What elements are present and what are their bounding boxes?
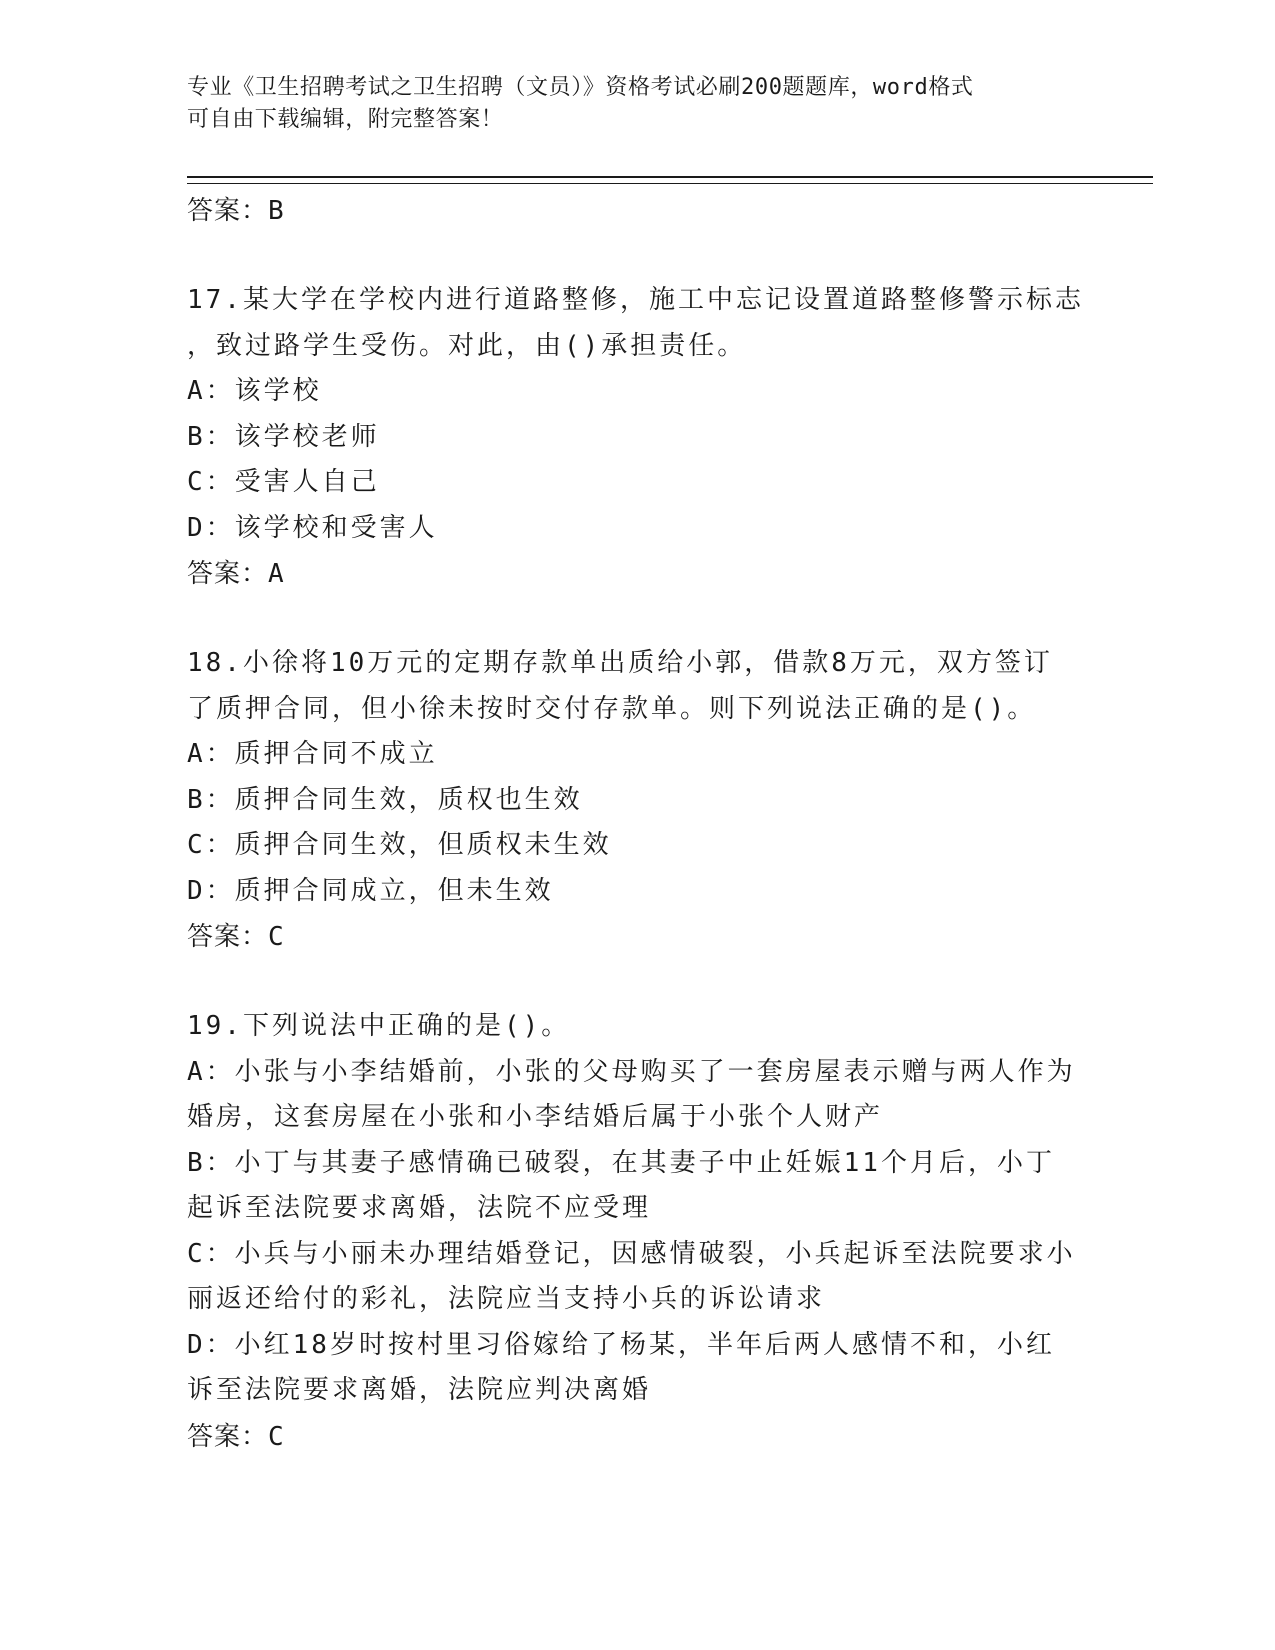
option-line: A：质押合同不成立 [187, 739, 438, 769]
option-b [187, 1141, 1087, 1232]
option-a [187, 732, 1087, 778]
question-text-line: ，致过路学生受伤。对此，由()承担责任。 [187, 330, 747, 361]
question-text-line: 17.某大学在学校内进行道路整修，施工中忘记设置道路整修警示标志 [187, 285, 1084, 315]
option-d [187, 869, 1087, 915]
option-line: 婚房，这套房屋在小张和小李结婚后属于小张个人财产 [187, 1102, 884, 1132]
option-line: C：受害人自己 [187, 467, 380, 497]
option-line: B：质押合同生效，质权也生效 [187, 784, 583, 815]
question-text [187, 1004, 1087, 1050]
question-text [187, 641, 1087, 732]
option-line: C：质押合同生效，但质权未生效 [187, 830, 612, 860]
answer-line: 答案：A [187, 559, 285, 589]
option-b [187, 415, 1087, 461]
option-c [187, 823, 1087, 869]
option-line: A：小张与小李结婚前，小张的父母购买了一套房屋表示赠与两人作为 [187, 1056, 1076, 1087]
option-d [187, 1323, 1087, 1414]
question-18 [187, 641, 1087, 960]
option-line: B：小丁与其妻子感情确已破裂，在其妻子中止妊娠11个月后，小丁 [187, 1147, 1055, 1178]
question-19 [187, 1004, 1087, 1460]
header-line-2: 可自由下载编辑，附完整答案！ [187, 107, 504, 132]
document-body [187, 188, 1087, 1504]
option-d [187, 506, 1087, 552]
answer-line: 答案：C [187, 1421, 285, 1452]
question-17 [187, 278, 1087, 597]
answer-line: 答案：C [187, 922, 285, 952]
option-line: C：小兵与小丽未办理结婚登记，因感情破裂，小兵起诉至法院要求小 [187, 1238, 1076, 1269]
question-text-line: 19.下列说法中正确的是()。 [187, 1011, 571, 1041]
question-text-line: 了质押合同，但小徐未按时交付存款单。则下列说法正确的是()。 [187, 693, 1037, 724]
option-c [187, 460, 1087, 506]
option-line: D：质押合同成立，但未生效 [187, 875, 554, 906]
option-line: D：小红18岁时按村里习俗嫁给了杨某，半年后两人感情不和，小红 [187, 1329, 1055, 1360]
header-line-1: 专业《卫生招聘考试之卫生招聘（文员）》资格考试必刷200题题库，word格式 [187, 75, 974, 100]
option-b [187, 778, 1087, 824]
header-divider [187, 176, 1153, 184]
option-c [187, 1232, 1087, 1323]
document-header [187, 72, 1067, 136]
question-text [187, 278, 1087, 369]
question-text-line: 18.小徐将10万元的定期存款单出质给小郭，借款8万元，双方签订 [187, 648, 1053, 678]
option-line: A：该学校 [187, 376, 322, 406]
answer-line: 答案：B [187, 196, 285, 226]
option-a [187, 369, 1087, 415]
option-a [187, 1050, 1087, 1141]
option-line: D：该学校和受害人 [187, 512, 438, 543]
option-line: 丽返还给付的彩礼，法院应当支持小兵的诉讼请求 [187, 1284, 826, 1314]
option-line: 起诉至法院要求离婚，法院不应受理 [187, 1193, 652, 1223]
option-line: 诉至法院要求离婚，法院应判决离婚 [187, 1375, 652, 1405]
option-line: B：该学校老师 [187, 421, 380, 452]
